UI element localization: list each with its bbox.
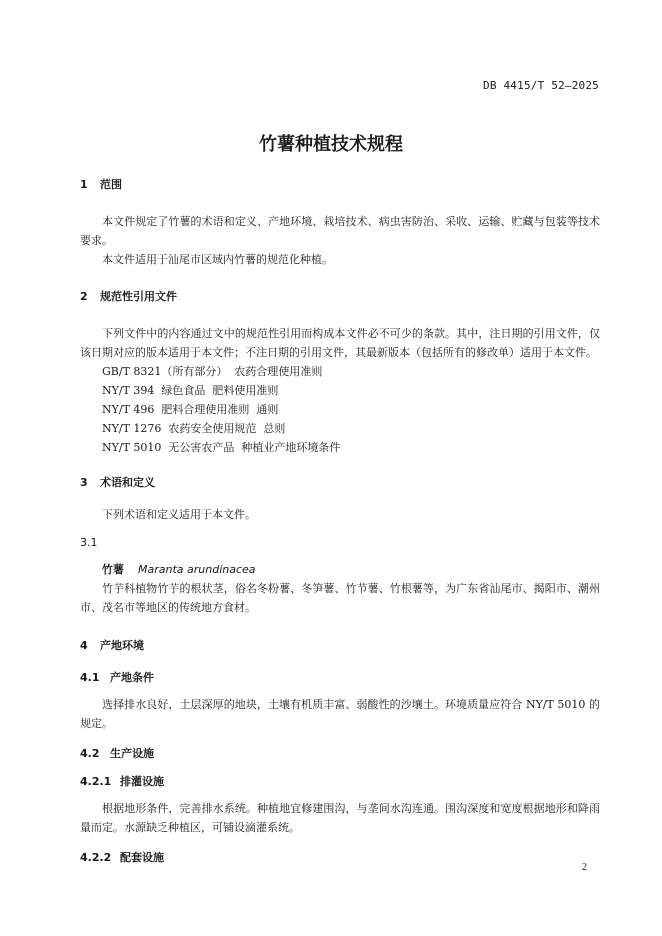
subsection-number: 4.2.2 bbox=[80, 851, 112, 864]
term-entry bbox=[80, 561, 600, 577]
document-title: 竹薯种植技术规程 bbox=[259, 134, 403, 155]
subsection-4-1-heading bbox=[80, 669, 600, 685]
term-latin: Maranta arundinacea bbox=[138, 563, 256, 576]
section-number: 4 bbox=[80, 639, 88, 652]
subsection-number: 4.2.1 bbox=[80, 775, 112, 788]
subsection-title: 生产设施 bbox=[110, 747, 154, 760]
subsection-title: 排灌设施 bbox=[120, 775, 164, 788]
section-1-heading bbox=[80, 176, 600, 192]
section-number: 3 bbox=[80, 476, 88, 489]
subsection-title: 产地条件 bbox=[110, 671, 154, 684]
reference-item: NY/T 496 肥料合理使用准则 通则 bbox=[102, 403, 279, 416]
paragraph: 选择排水良好，土层深厚的地块，土壤有机质丰富、弱酸性的沙壤土。环境质量应符合 NY/T 5010 的规定。 bbox=[80, 698, 600, 730]
document-body bbox=[80, 176, 600, 865]
section-4-heading bbox=[80, 637, 600, 653]
section-title: 产地环境 bbox=[100, 639, 144, 652]
section-3-heading bbox=[80, 474, 600, 490]
reference-item: NY/T 1276 农药安全使用规范 总则 bbox=[102, 422, 286, 435]
paragraph: 下列术语和定义适用于本文件。 bbox=[102, 508, 256, 521]
reference-item: NY/T 394 绿色食品 肥料使用准则 bbox=[102, 384, 279, 397]
subsection-4-2-1-heading bbox=[80, 773, 600, 789]
term-definition: 竹芋科植物竹芋的根状茎，俗名冬粉薯、冬笋薯、竹节薯、竹根薯等，为广东省汕尾市、揭阳市、潮州市、茂名市等地区的传统地方食材。 bbox=[80, 582, 600, 614]
paragraph: 本文件适用于汕尾市区域内竹薯的规范化种植。 bbox=[102, 253, 333, 266]
term-chinese: 竹薯 bbox=[102, 563, 124, 576]
paragraph: 本文件规定了竹薯的术语和定义、产地环境、栽培技术、病虫害防治、采收、运输、贮藏与包装等技术要求。 bbox=[80, 215, 600, 247]
reference-item: NY/T 5010 无公害农产品 种植业产地环境条件 bbox=[102, 441, 341, 454]
section-number: 1 bbox=[80, 178, 88, 191]
section-title: 范围 bbox=[100, 178, 122, 191]
subsection-title: 配套设施 bbox=[120, 851, 164, 864]
subsection-number: 4.1 bbox=[80, 671, 100, 684]
page-number: 2 bbox=[582, 862, 587, 873]
subsection-number: 4.2 bbox=[80, 747, 100, 760]
section-2-heading bbox=[80, 288, 600, 304]
reference-item: GB/T 8321（所有部分） 农药合理使用准则 bbox=[102, 365, 323, 378]
subsection-4-2-2-heading bbox=[80, 849, 600, 865]
section-number: 2 bbox=[80, 290, 88, 303]
term-number: 3.1 bbox=[80, 536, 98, 549]
subsection-4-2-heading bbox=[80, 745, 600, 761]
section-title: 规范性引用文件 bbox=[100, 290, 177, 303]
paragraph: 下列文件中的内容通过文中的规范性引用而构成本文件必不可少的条款。其中，注日期的引用文件，仅该日期对应的版本适用于本文件；不注日期的引用文件，其最新版本（包括所有的修改单）适用于本文件。 bbox=[80, 327, 600, 359]
paragraph: 根据地形条件，完善排水系统。种植地宜修建围沟，与垄间水沟连通。围沟深度和宽度根据地形和降雨量而定。水源缺乏种植区，可铺设滴灌系统。 bbox=[80, 802, 600, 834]
section-title: 术语和定义 bbox=[100, 476, 155, 489]
standard-code: DB 4415/T 52—2025 bbox=[483, 79, 599, 92]
